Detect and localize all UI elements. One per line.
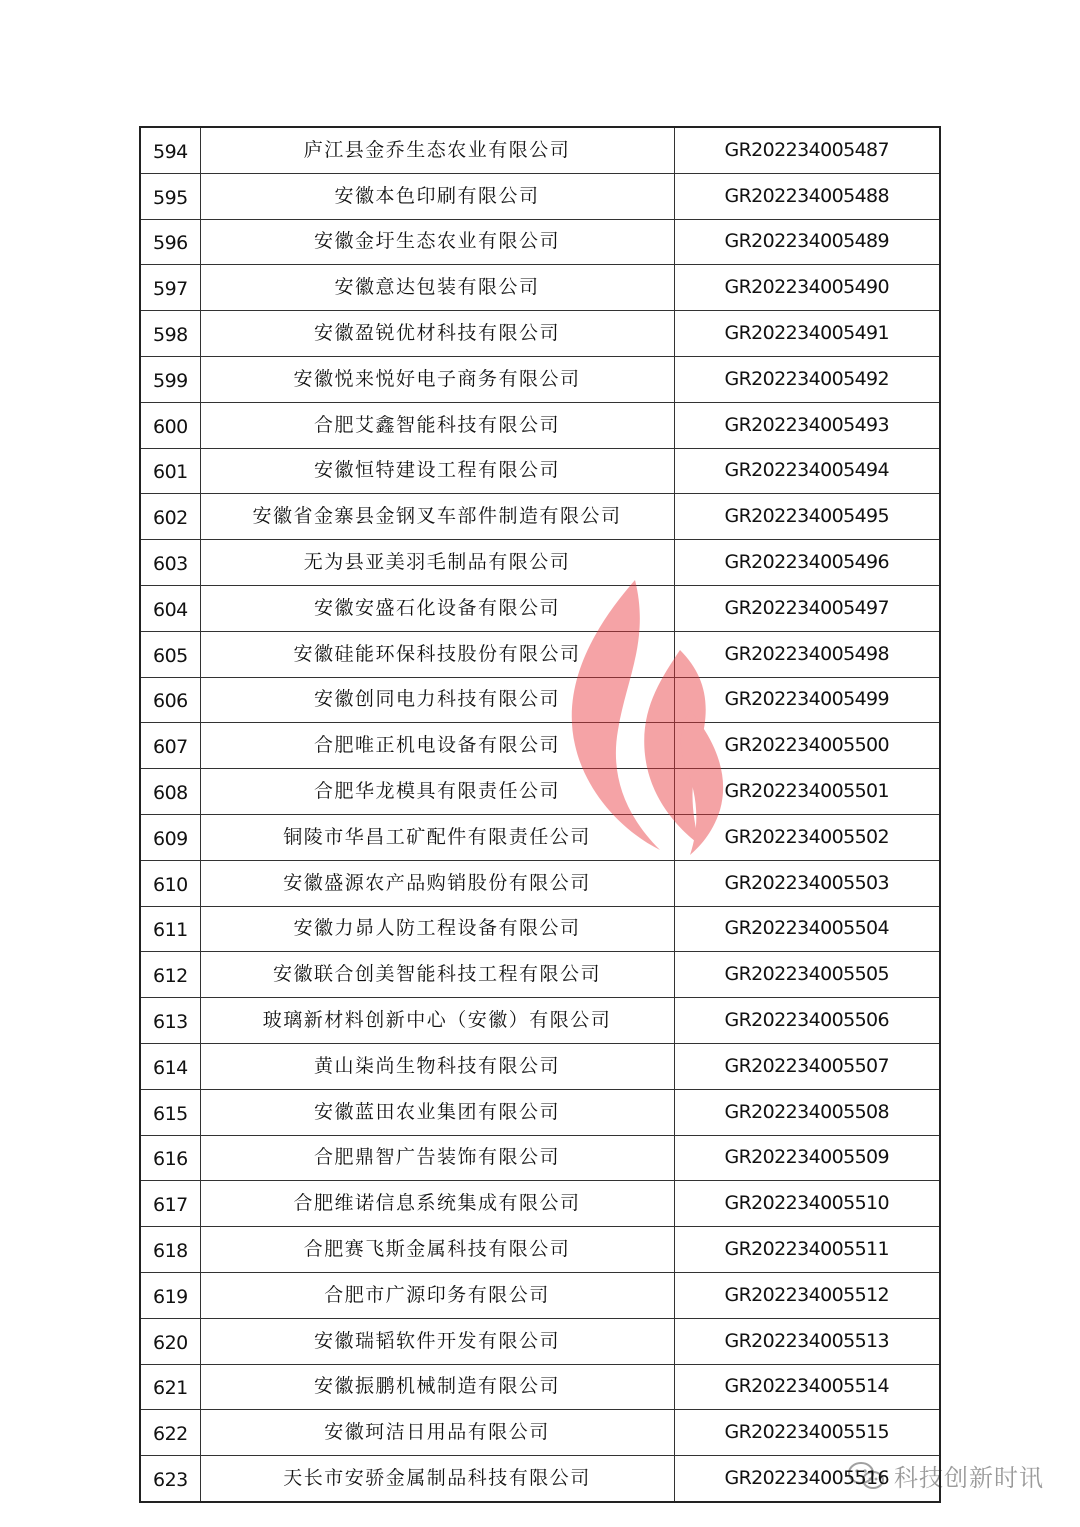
table-row bbox=[140, 1089, 940, 1135]
certificate-code: GR202234005516 bbox=[674, 1456, 940, 1502]
certificate-code: GR202234005487 bbox=[674, 127, 940, 173]
certificate-code: GR202234005502 bbox=[674, 814, 940, 860]
company-name: 安徽省金寨县金钢叉车部件制造有限公司 bbox=[200, 494, 674, 540]
row-number: 595 bbox=[140, 173, 200, 219]
row-number: 620 bbox=[140, 1318, 200, 1364]
row-number: 604 bbox=[140, 585, 200, 631]
company-name: 安徽意达包装有限公司 bbox=[200, 265, 674, 311]
certificate-code: GR202234005512 bbox=[674, 1272, 940, 1318]
certificate-code: GR202234005510 bbox=[674, 1181, 940, 1227]
company-name: 庐江县金乔生态农业有限公司 bbox=[200, 127, 674, 173]
company-name: 合肥市广源印务有限公司 bbox=[200, 1272, 674, 1318]
company-name: 合肥鼎智广告装饰有限公司 bbox=[200, 1135, 674, 1181]
table-row bbox=[140, 540, 940, 586]
company-name: 玻璃新材料创新中心（安徽）有限公司 bbox=[200, 998, 674, 1044]
row-number: 611 bbox=[140, 906, 200, 952]
certificate-code: GR202234005493 bbox=[674, 402, 940, 448]
certificate-code: GR202234005508 bbox=[674, 1089, 940, 1135]
certificate-code: GR202234005492 bbox=[674, 356, 940, 402]
row-number: 609 bbox=[140, 814, 200, 860]
company-name: 安徽蓝田农业集团有限公司 bbox=[200, 1089, 674, 1135]
table-row bbox=[140, 1272, 940, 1318]
certificate-code: GR202234005491 bbox=[674, 311, 940, 357]
table-row bbox=[140, 723, 940, 769]
row-number: 601 bbox=[140, 448, 200, 494]
table-row bbox=[140, 1043, 940, 1089]
row-number: 621 bbox=[140, 1364, 200, 1410]
row-number: 594 bbox=[140, 127, 200, 173]
company-name: 安徽力昴人防工程设备有限公司 bbox=[200, 906, 674, 952]
table-body bbox=[140, 127, 940, 1502]
row-number: 607 bbox=[140, 723, 200, 769]
table-row bbox=[140, 906, 940, 952]
account-name: 科技创新时讯 bbox=[894, 1464, 1044, 1492]
company-name: 安徽振鹏机械制造有限公司 bbox=[200, 1364, 674, 1410]
row-number: 619 bbox=[140, 1272, 200, 1318]
table-row bbox=[140, 952, 940, 998]
row-number: 602 bbox=[140, 494, 200, 540]
company-name: 合肥艾鑫智能科技有限公司 bbox=[200, 402, 674, 448]
row-number: 618 bbox=[140, 1227, 200, 1273]
certificate-code: GR202234005497 bbox=[674, 585, 940, 631]
company-name: 安徽盛源农产品购销股份有限公司 bbox=[200, 860, 674, 906]
row-number: 615 bbox=[140, 1089, 200, 1135]
table-row bbox=[140, 1410, 940, 1456]
certificate-code: GR202234005494 bbox=[674, 448, 940, 494]
company-name: 安徽本色印刷有限公司 bbox=[200, 173, 674, 219]
company-name: 安徽悦来悦好电子商务有限公司 bbox=[200, 356, 674, 402]
table-row bbox=[140, 677, 940, 723]
certificate-code: GR202234005503 bbox=[674, 860, 940, 906]
company-name: 合肥华龙模具有限责任公司 bbox=[200, 769, 674, 815]
table-row bbox=[140, 265, 940, 311]
certificate-code: GR202234005496 bbox=[674, 540, 940, 586]
row-number: 603 bbox=[140, 540, 200, 586]
table-row bbox=[140, 173, 940, 219]
company-name: 安徽金圩生态农业有限公司 bbox=[200, 219, 674, 265]
table-row bbox=[140, 1364, 940, 1410]
table-row bbox=[140, 998, 940, 1044]
certificate-code: GR202234005509 bbox=[674, 1135, 940, 1181]
table-row bbox=[140, 1318, 940, 1364]
company-name: 天长市安骄金属制品科技有限公司 bbox=[200, 1456, 674, 1502]
certificate-code: GR202234005489 bbox=[674, 219, 940, 265]
certificate-code: GR202234005488 bbox=[674, 173, 940, 219]
company-name: 安徽联合创美智能科技工程有限公司 bbox=[200, 952, 674, 998]
certificate-code: GR202234005505 bbox=[674, 952, 940, 998]
certificate-code: GR202234005495 bbox=[674, 494, 940, 540]
table-row bbox=[140, 356, 940, 402]
table-row bbox=[140, 219, 940, 265]
certificate-code: GR202234005504 bbox=[674, 906, 940, 952]
table-row bbox=[140, 769, 940, 815]
company-name: 安徽安盛石化设备有限公司 bbox=[200, 585, 674, 631]
company-name: 合肥唯正机电设备有限公司 bbox=[200, 723, 674, 769]
table-row bbox=[140, 402, 940, 448]
row-number: 622 bbox=[140, 1410, 200, 1456]
row-number: 597 bbox=[140, 265, 200, 311]
company-name: 安徽珂洁日用品有限公司 bbox=[200, 1410, 674, 1456]
row-number: 617 bbox=[140, 1181, 200, 1227]
row-number: 612 bbox=[140, 952, 200, 998]
table-row bbox=[140, 127, 940, 173]
company-name: 合肥赛飞斯金属科技有限公司 bbox=[200, 1227, 674, 1273]
certificate-code: GR202234005515 bbox=[674, 1410, 940, 1456]
company-name: 安徽创同电力科技有限公司 bbox=[200, 677, 674, 723]
row-number: 606 bbox=[140, 677, 200, 723]
row-number: 596 bbox=[140, 219, 200, 265]
certificate-code: GR202234005500 bbox=[674, 723, 940, 769]
row-number: 600 bbox=[140, 402, 200, 448]
table-row bbox=[140, 448, 940, 494]
company-name: 安徽恒特建设工程有限公司 bbox=[200, 448, 674, 494]
table-row bbox=[140, 860, 940, 906]
table-row bbox=[140, 1135, 940, 1181]
table-row bbox=[140, 311, 940, 357]
certificate-code: GR202234005513 bbox=[674, 1318, 940, 1364]
row-number: 614 bbox=[140, 1043, 200, 1089]
company-name: 安徽硅能环保科技股份有限公司 bbox=[200, 631, 674, 677]
certificate-code: GR202234005506 bbox=[674, 998, 940, 1044]
company-name: 合肥维诺信息系统集成有限公司 bbox=[200, 1181, 674, 1227]
row-number: 605 bbox=[140, 631, 200, 677]
certificate-code: GR202234005498 bbox=[674, 631, 940, 677]
company-name: 安徽盈锐优材科技有限公司 bbox=[200, 311, 674, 357]
company-name: 安徽瑞韬软件开发有限公司 bbox=[200, 1318, 674, 1364]
company-name: 黄山柒尚生物科技有限公司 bbox=[200, 1043, 674, 1089]
table-row bbox=[140, 631, 940, 677]
row-number: 608 bbox=[140, 769, 200, 815]
row-number: 613 bbox=[140, 998, 200, 1044]
table-row bbox=[140, 1181, 940, 1227]
company-name: 铜陵市华昌工矿配件有限责任公司 bbox=[200, 814, 674, 860]
row-number: 610 bbox=[140, 860, 200, 906]
certificate-code: GR202234005499 bbox=[674, 677, 940, 723]
row-number: 623 bbox=[140, 1456, 200, 1502]
certificate-code: GR202234005501 bbox=[674, 769, 940, 815]
row-number: 598 bbox=[140, 311, 200, 357]
row-number: 616 bbox=[140, 1135, 200, 1181]
certificate-code: GR202234005511 bbox=[674, 1227, 940, 1273]
table-row bbox=[140, 494, 940, 540]
table-row bbox=[140, 1456, 940, 1502]
certificate-code: GR202234005490 bbox=[674, 265, 940, 311]
certificate-code: GR202234005514 bbox=[674, 1364, 940, 1410]
company-name: 无为县亚美羽毛制品有限公司 bbox=[200, 540, 674, 586]
table-row bbox=[140, 585, 940, 631]
certificate-code: GR202234005507 bbox=[674, 1043, 940, 1089]
company-list-table bbox=[139, 126, 941, 1503]
table-row bbox=[140, 1227, 940, 1273]
row-number: 599 bbox=[140, 356, 200, 402]
table-row bbox=[140, 814, 940, 860]
